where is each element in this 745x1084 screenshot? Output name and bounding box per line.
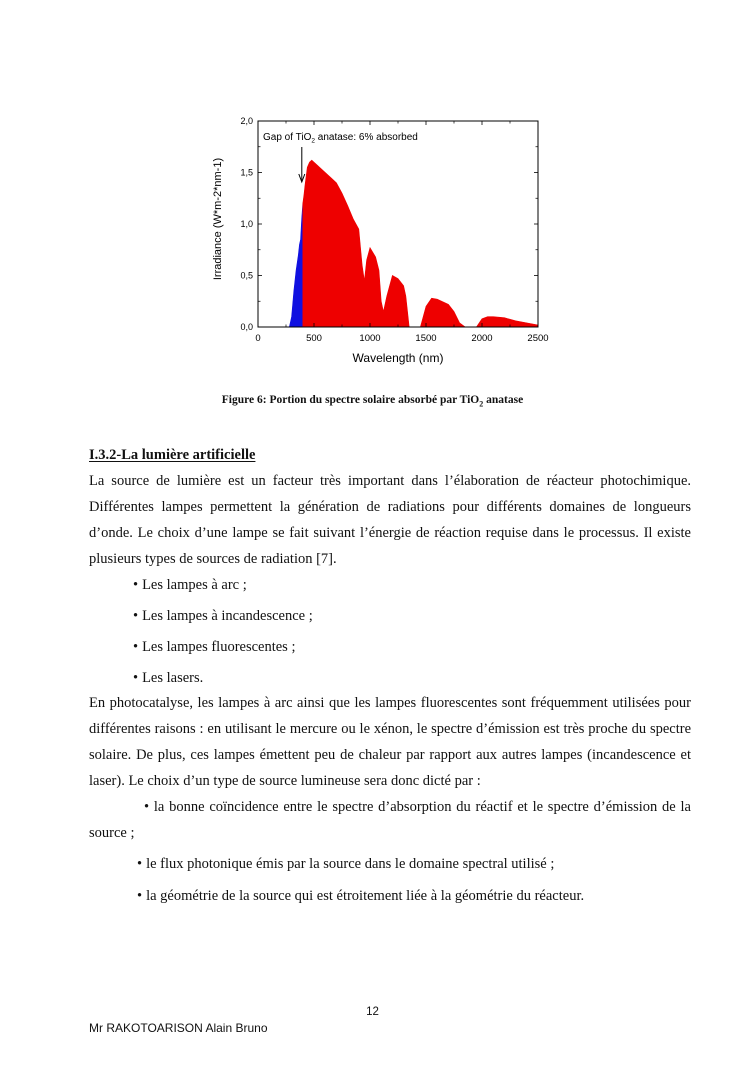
criteria-item <box>137 854 554 874</box>
x-tick-label: 500 <box>306 333 322 344</box>
spectrum-chart-svg <box>200 110 560 370</box>
bullet-symbol: • <box>144 799 150 815</box>
page-number: 12 <box>366 1006 379 1018</box>
y-axis-label: Irradiance (W*m-2*nm-1) <box>212 157 224 281</box>
y-tick-label: 2,0 <box>240 116 253 126</box>
criteria-label: le flux photonique émis par la source dans le domaine spectral utilisé ; <box>146 856 555 872</box>
bullet-symbol: • <box>137 888 143 904</box>
x-tick-label: 1000 <box>359 333 381 344</box>
x-tick-label: 1500 <box>415 333 437 344</box>
lamp-type-label: Les lampes à incandescence ; <box>142 608 313 624</box>
bullet-symbol: • <box>133 577 139 593</box>
section-heading: I.3.2-La lumière artificielle <box>89 447 256 463</box>
spectrum-series-area <box>289 203 302 327</box>
annotation-prefix: Gap of TiO <box>263 132 312 143</box>
paragraph-light-sources: La source de lumière est un facteur très important dans l’élaboration de réacteur photochimique. Différentes lampes permettent la génération de radiations pour différents domaines de longueurs d’onde. Le choix d’une lampe se fait suivant l’énergie de réaction requise dans le processus. Il existe plusieurs types de sources de radiation [7]. <box>89 473 691 567</box>
annotation-suffix: anatase: 6% absorbed <box>314 132 418 143</box>
lamp-type-label: Les lampes à arc ; <box>142 577 247 593</box>
caption-prefix: Figure 6: Portion du spectre solaire absorbé par TiO <box>221 394 480 406</box>
lamp-type-label: Les lasers. <box>142 670 204 686</box>
y-tick-label: 1,5 <box>240 167 253 178</box>
bullet-symbol: • <box>133 670 139 686</box>
lamp-type-item <box>133 637 295 657</box>
criteria-item <box>89 794 691 846</box>
bullet-symbol: • <box>133 608 139 624</box>
criteria-label: la géométrie de la source qui est étroitement liée à la géométrie du réacteur. <box>146 888 585 904</box>
lamp-type-label: Les lampes fluorescentes ; <box>142 639 296 655</box>
caption-suffix: anatase <box>483 394 524 406</box>
criteria-item <box>137 886 584 906</box>
bullet-symbol: • <box>133 639 139 655</box>
annotation-subscript: 2 <box>311 137 315 145</box>
author-footer: Mr RAKOTOARISON Alain Bruno <box>89 1021 268 1035</box>
caption-subscript: 2 <box>479 399 484 409</box>
paragraph-photocatalysis: En photocatalyse, les lampes à arc ainsi que les lampes fluorescentes sont fréquemment utilisées pour différentes raisons : en utilisant le mercure ou le xénon, le spectre d’émission est très proche du spectre solaire. De plus, ces lampes émettent peu de chaleur par rapport aux autres lampes (incandescence et laser). Le choix d’un type de source lumineuse sera donc dicté par : <box>89 695 691 789</box>
lamp-type-item <box>133 575 247 595</box>
y-tick-label: 0,5 <box>240 270 253 281</box>
x-tick-label: 2500 <box>527 333 549 344</box>
y-tick-label: 0,0 <box>240 322 253 332</box>
x-tick-label: 2000 <box>471 333 493 344</box>
spectrum-series-area <box>303 160 538 327</box>
lamp-type-item <box>133 668 203 688</box>
criteria-label: la bonne coïncidence entre le spectre d’absorption du réactif et le spectre d’émission de la source ; <box>89 799 691 841</box>
y-tick-label: 1,0 <box>240 219 253 229</box>
gap-annotation <box>263 132 418 145</box>
lamp-type-item <box>133 606 313 626</box>
figure-caption <box>0 394 745 408</box>
x-axis-label: Wavelength (nm) <box>352 351 444 365</box>
bullet-symbol: • <box>137 856 143 872</box>
x-tick-label: 0 <box>255 333 261 344</box>
spectrum-chart <box>200 110 560 370</box>
